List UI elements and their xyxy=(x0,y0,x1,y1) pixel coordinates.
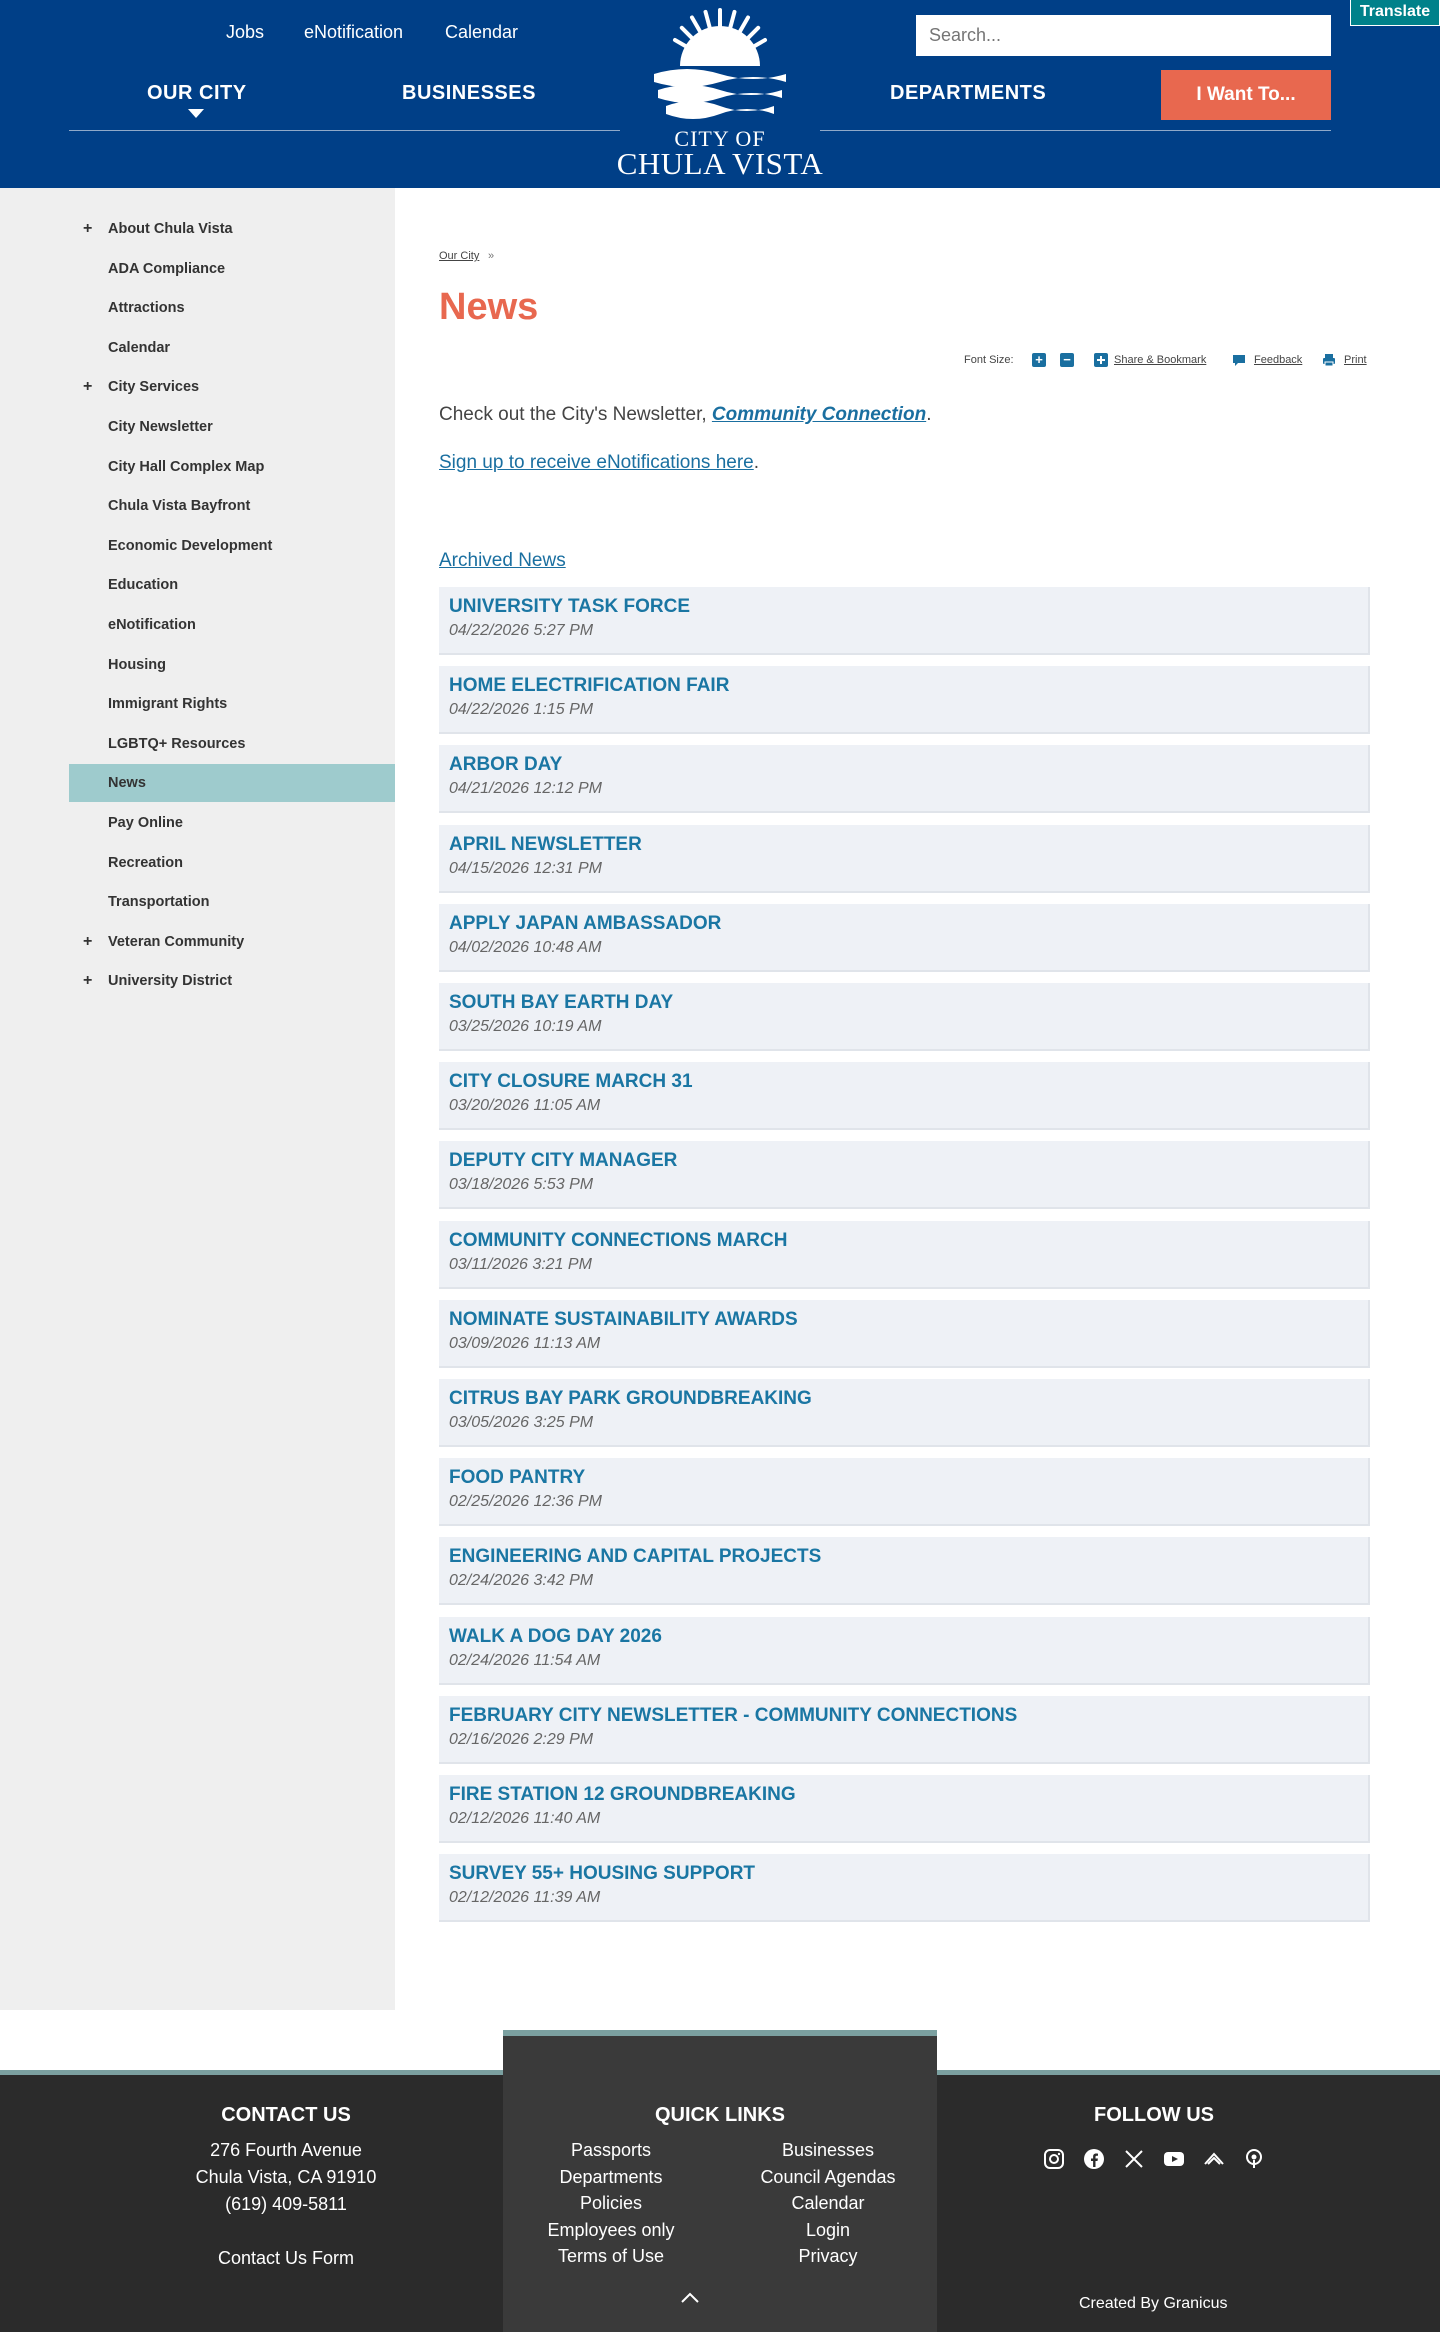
news-date: 02/12/2026 11:39 AM xyxy=(449,1889,601,1907)
page-title: News xyxy=(439,286,539,328)
city-logo[interactable] xyxy=(614,4,826,188)
sidebar-item-label: Education xyxy=(108,577,179,594)
news-item[interactable] xyxy=(439,904,1370,972)
sidebar-item[interactable] xyxy=(69,646,395,684)
sidebar-item[interactable] xyxy=(69,368,395,406)
expand-plus-icon[interactable]: + xyxy=(83,972,93,990)
follow-heading: FOLLOW US xyxy=(1094,2104,1214,2126)
podcast-icon[interactable] xyxy=(1243,2148,1265,2170)
news-date: 04/02/2026 10:48 AM xyxy=(449,938,602,956)
sidebar-item[interactable] xyxy=(69,725,395,763)
sidebar-item-label: Recreation xyxy=(108,854,183,871)
share-bookmark-link[interactable]: Share & Bookmark xyxy=(1114,354,1207,366)
news-title-link[interactable]: COMMUNITY CONNECTIONS MARCH xyxy=(449,1229,788,1251)
sidebar-nav xyxy=(0,188,395,2010)
contact-form-link[interactable]: Contact Us Form xyxy=(217,2248,355,2268)
breadcrumb-separator: » xyxy=(488,250,495,262)
quick-link[interactable]: Businesses xyxy=(781,2140,875,2160)
enotification-signup-link[interactable]: Sign up to receive eNotifications here xyxy=(439,452,754,473)
news-title-link[interactable]: CITY CLOSURE MARCH 31 xyxy=(449,1071,693,1093)
contact-heading: CONTACT US xyxy=(221,2104,351,2126)
quick-link[interactable]: Privacy xyxy=(798,2246,858,2267)
search-input[interactable] xyxy=(916,15,1331,56)
print-link[interactable]: Print xyxy=(1344,354,1367,366)
youtube-icon[interactable] xyxy=(1163,2148,1185,2170)
news-title-link[interactable]: ARBOR DAY xyxy=(449,754,563,776)
news-title-link[interactable]: UNIVERSITY TASK FORCE xyxy=(449,596,691,617)
sidebar-item[interactable] xyxy=(69,487,395,525)
sidebar-item[interactable] xyxy=(69,527,395,565)
news-item[interactable] xyxy=(439,1300,1370,1368)
sidebar-item-label: About Chula Vista xyxy=(108,221,233,237)
quick-link[interactable]: Employees only xyxy=(547,2219,675,2240)
expand-plus-icon[interactable]: + xyxy=(83,932,93,950)
news-item[interactable] xyxy=(439,587,1370,655)
news-item[interactable] xyxy=(439,745,1370,813)
news-item[interactable] xyxy=(439,1379,1370,1447)
jobs-link[interactable]: Jobs xyxy=(226,22,265,42)
quick-link[interactable]: Calendar xyxy=(791,2193,865,2214)
sidebar-item-label: Housing xyxy=(108,656,166,673)
news-date: 03/20/2026 11:05 AM xyxy=(449,1097,601,1115)
font-decrease-icon[interactable]: − xyxy=(1060,353,1074,367)
nav-businesses[interactable]: BUSINESSES xyxy=(402,82,536,104)
news-item[interactable] xyxy=(439,1696,1370,1764)
news-title-link[interactable]: WALK A DOG DAY 2026 xyxy=(449,1625,662,1647)
sidebar-item[interactable] xyxy=(69,250,395,288)
breadcrumb-our-city[interactable]: Our City xyxy=(439,250,480,262)
feedback-icon[interactable] xyxy=(1232,353,1246,367)
news-title-link[interactable]: APPLY JAPAN AMBASSADOR xyxy=(449,912,722,934)
sidebar-item-label: City Hall Complex Map xyxy=(108,458,265,475)
news-item[interactable] xyxy=(439,825,1370,893)
sidebar-item-label: Immigrant Rights xyxy=(108,696,228,713)
sidebar-item[interactable] xyxy=(69,289,395,327)
quick-link[interactable]: Login xyxy=(805,2219,851,2240)
site-header xyxy=(0,0,1440,188)
news-item[interactable] xyxy=(439,1141,1370,1209)
news-title-link[interactable]: FEBRUARY CITY NEWSLETTER - COMMUNITY CONNECTIONS xyxy=(449,1704,1018,1726)
x-icon[interactable] xyxy=(1123,2148,1145,2170)
feedback-link[interactable]: Feedback xyxy=(1254,354,1303,366)
intro-text: Check out the City's Newsletter, xyxy=(439,404,712,425)
sidebar-item-label: LGBTQ+ Resources xyxy=(108,735,246,752)
news-item[interactable] xyxy=(439,1537,1370,1605)
nav-divider-left xyxy=(69,130,620,131)
news-title-link[interactable]: NOMINATE SUSTAINABILITY AWARDS xyxy=(449,1308,798,1330)
news-title-link[interactable]: FIRE STATION 12 GROUNDBREAKING xyxy=(449,1784,796,1805)
created-by-granicus[interactable]: Created By Granicus xyxy=(1079,2295,1228,2312)
expand-plus-icon[interactable]: + xyxy=(83,220,93,237)
news-date: 02/24/2026 11:54 AM xyxy=(449,1651,601,1669)
news-title-link[interactable]: CITRUS BAY PARK GROUNDBREAKING xyxy=(449,1388,812,1409)
instagram-icon[interactable] xyxy=(1043,2148,1065,2170)
sidebar-item[interactable] xyxy=(69,923,395,961)
news-item[interactable] xyxy=(439,1775,1370,1843)
sidebar-item-label: Pay Online xyxy=(108,815,183,831)
sidebar-item[interactable] xyxy=(69,448,395,486)
calendar-link[interactable]: Calendar xyxy=(445,22,519,42)
sun-waves-icon xyxy=(614,4,826,129)
news-item[interactable] xyxy=(439,983,1370,1051)
news-item[interactable] xyxy=(439,1221,1370,1289)
archived-news-link[interactable]: Archived News xyxy=(439,550,566,571)
intro-suffix: . xyxy=(926,404,932,425)
news-date: 04/22/2026 5:27 PM xyxy=(449,622,594,639)
news-item[interactable] xyxy=(439,1854,1370,1922)
news-date: 02/25/2026 12:36 PM xyxy=(449,1493,603,1511)
print-icon[interactable] xyxy=(1322,353,1336,367)
quick-link[interactable]: Council Agendas xyxy=(760,2166,896,2187)
sidebar-item-label: News xyxy=(108,775,146,792)
sidebar-item[interactable] xyxy=(69,685,395,723)
news-title-link[interactable]: SURVEY 55+ HOUSING SUPPORT xyxy=(449,1863,756,1885)
community-connection-link[interactable]: Community Connection xyxy=(711,404,927,425)
i-want-to-button[interactable]: I Want To... xyxy=(1161,70,1331,120)
expand-plus-icon[interactable]: + xyxy=(83,378,93,396)
contact-phone[interactable]: (619) 409-5811 xyxy=(225,2194,347,2214)
sidebar-item[interactable] xyxy=(69,883,395,921)
facebook-icon[interactable] xyxy=(1083,2148,1105,2170)
translate-button[interactable]: Translate xyxy=(1350,0,1440,26)
sidebar-item-label: City Newsletter xyxy=(108,419,213,435)
sidebar-item-label: Chula Vista Bayfront xyxy=(108,498,251,515)
sidebar-item[interactable] xyxy=(69,566,395,604)
sidebar-item[interactable] xyxy=(69,962,395,1000)
sidebar-item[interactable] xyxy=(69,329,395,367)
news-item[interactable] xyxy=(439,1062,1370,1130)
font-increase-icon[interactable]: + xyxy=(1032,353,1046,367)
news-date: 04/15/2026 12:31 PM xyxy=(449,859,603,877)
sidebar-item-label: Attractions xyxy=(108,300,185,317)
news-title-link[interactable]: FOOD PANTRY xyxy=(449,1467,586,1489)
sidebar-item-label: ADA Compliance xyxy=(108,260,226,277)
back-to-top-icon[interactable] xyxy=(680,2290,700,2304)
sidebar-item[interactable] xyxy=(69,764,395,802)
nextdoor-icon[interactable] xyxy=(1203,2148,1225,2170)
news-date: 04/21/2026 12:12 PM xyxy=(449,780,603,798)
news-item[interactable] xyxy=(439,1617,1370,1685)
sidebar-item-label: City Services xyxy=(108,379,200,396)
font-size-label: Font Size: xyxy=(964,354,1014,366)
news-title-link[interactable]: HOME ELECTRIFICATION FAIR xyxy=(449,675,730,697)
news-date: 03/05/2026 3:25 PM xyxy=(449,1414,594,1431)
sidebar-item[interactable] xyxy=(69,804,395,842)
sidebar-item[interactable] xyxy=(69,606,395,644)
sidebar-item-label: Economic Development xyxy=(108,537,273,554)
news-date: 04/22/2026 1:15 PM xyxy=(449,701,594,719)
news-date: 03/18/2026 5:53 PM xyxy=(449,1176,594,1194)
sidebar-item[interactable] xyxy=(69,408,395,446)
contact-address-line2: Chula Vista, CA 91910 xyxy=(195,2167,377,2187)
news-date: 02/12/2026 11:40 AM xyxy=(449,1810,601,1827)
sidebar-item-label: University District xyxy=(108,973,233,990)
quick-link[interactable]: Policies xyxy=(579,2193,643,2214)
nav-departments[interactable]: DEPARTMENTS xyxy=(890,82,1047,104)
news-title-link[interactable]: ENGINEERING AND CAPITAL PROJECTS xyxy=(449,1546,822,1568)
nav-our-city[interactable]: OUR CITY xyxy=(147,82,247,104)
sidebar-item-label: Calendar xyxy=(108,339,171,356)
logo-text-city-of: CITY OF xyxy=(674,126,766,151)
sidebar-item-label: eNotification xyxy=(108,617,196,633)
news-title-link[interactable]: SOUTH BAY EARTH DAY xyxy=(449,992,674,1013)
news-date: 02/16/2026 2:29 PM xyxy=(449,1730,594,1748)
news-title-link[interactable]: DEPUTY CITY MANAGER xyxy=(449,1150,678,1172)
quick-link[interactable]: Passports xyxy=(570,2140,652,2160)
sidebar-item-label: Veteran Community xyxy=(108,933,245,950)
contact-address-line1: 276 Fourth Avenue xyxy=(210,2140,362,2160)
quick-links-heading: QUICK LINKS xyxy=(655,2104,785,2126)
news-date: 03/09/2026 11:13 AM xyxy=(449,1334,601,1352)
quick-link[interactable]: Terms of Use xyxy=(557,2246,665,2267)
quick-link[interactable]: Departments xyxy=(559,2166,663,2187)
news-date: 02/24/2026 3:42 PM xyxy=(449,1572,594,1590)
nav-divider-right xyxy=(820,130,1331,131)
enotification-link[interactable]: eNotification xyxy=(304,22,404,42)
logo-text-chula-vista: CHULA VISTA xyxy=(616,146,824,181)
news-item[interactable] xyxy=(439,1458,1370,1526)
sidebar-item-label: Transportation xyxy=(108,894,210,911)
sidebar-item[interactable] xyxy=(69,210,395,248)
signup-suffix: . xyxy=(753,452,760,473)
sidebar-item[interactable] xyxy=(69,844,395,882)
news-title-link[interactable]: APRIL NEWSLETTER xyxy=(449,833,642,855)
share-plus-icon[interactable] xyxy=(1094,353,1108,367)
news-date: 03/11/2026 3:21 PM xyxy=(449,1255,592,1273)
signup-paragraph xyxy=(439,452,759,474)
news-item[interactable] xyxy=(439,666,1370,734)
caret-down-icon xyxy=(188,109,204,118)
news-date: 03/25/2026 10:19 AM xyxy=(449,1018,602,1035)
newsletter-intro xyxy=(439,404,931,426)
